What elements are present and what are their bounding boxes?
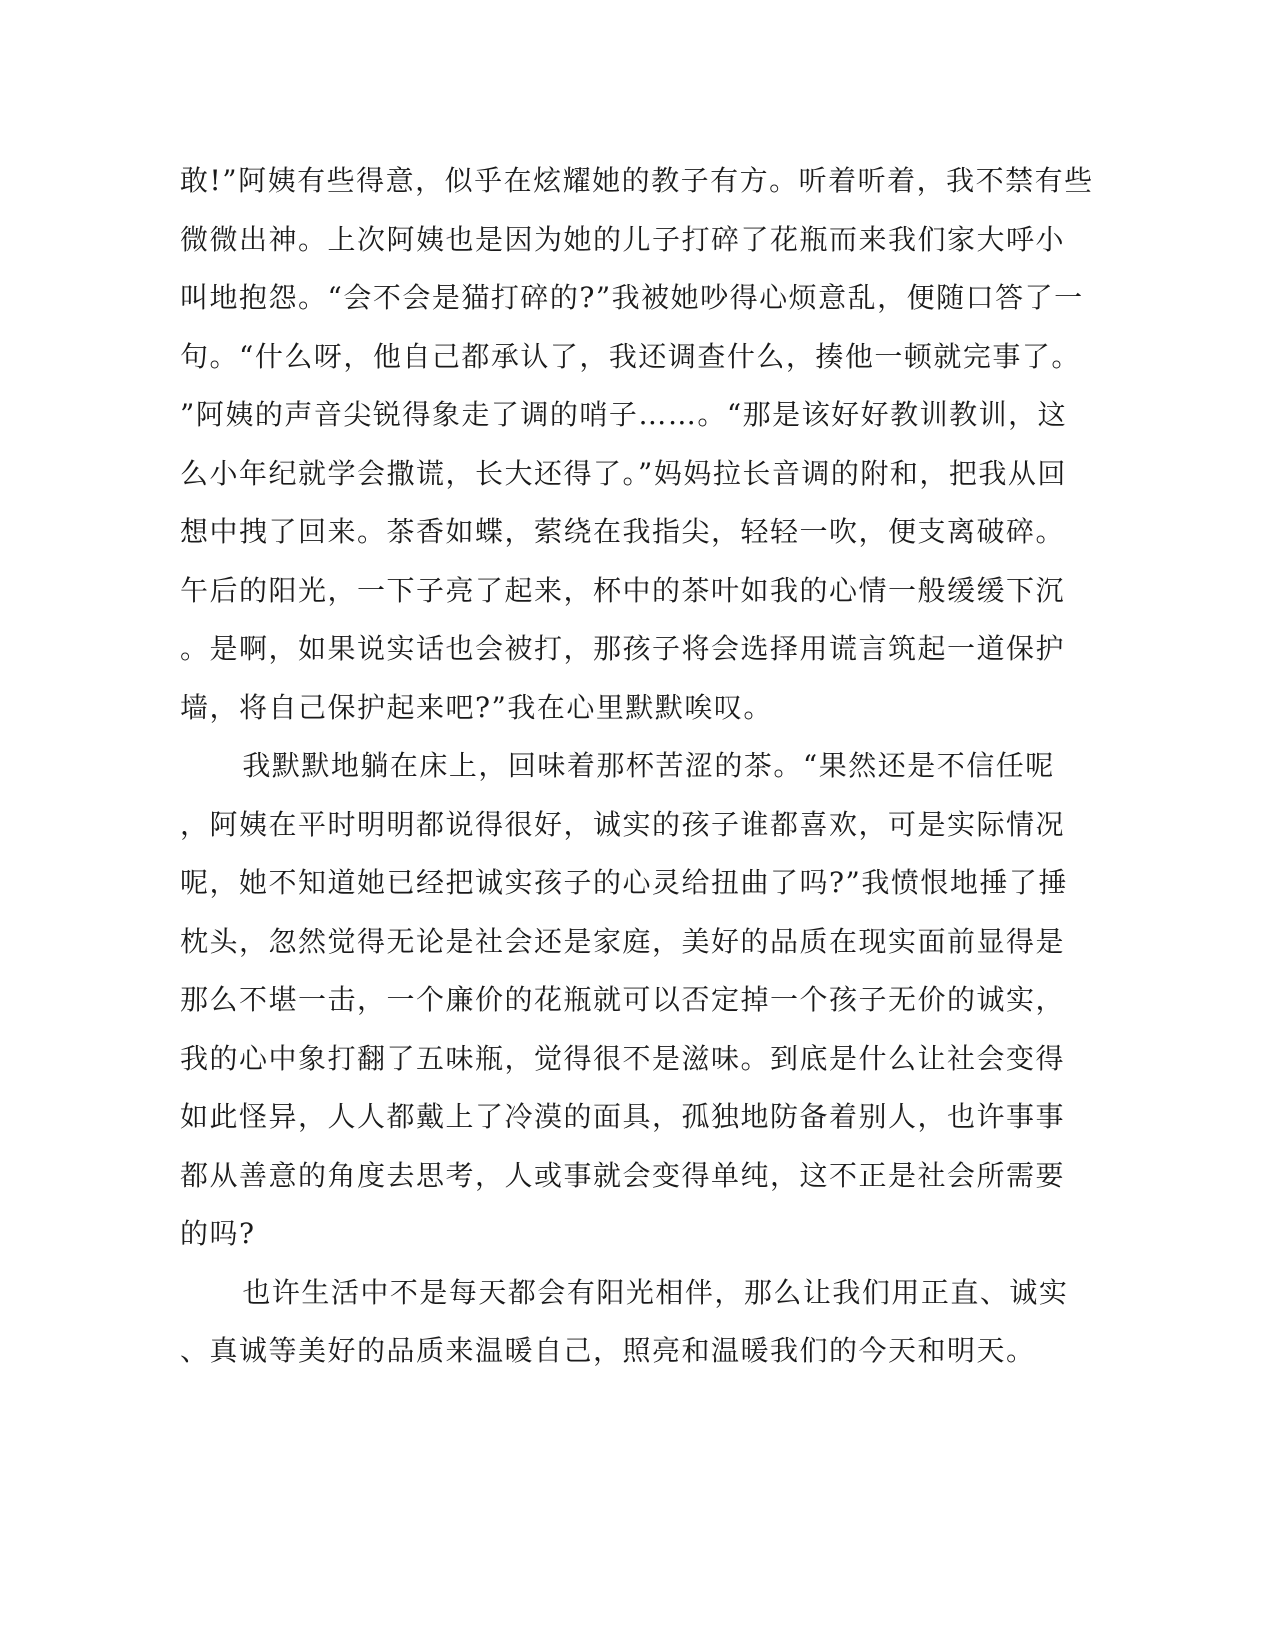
document-body <box>180 152 1094 1381</box>
text-line: 叫地抱怨。“会不会是猫打碎的?”我被她吵得心烦意乱，便随口答了一 <box>180 281 1084 314</box>
text-line: 都从善意的角度去思考，人或事就会变得单纯，这不正是社会所需要 <box>180 1158 1066 1192</box>
text-line: 如此怪异，人人都戴上了冷漠的面具，孤独地防备着别人，也许事事 <box>180 1100 1066 1133</box>
text-line: 呢，她不知道她已经把诚实孩子的心灵给扭曲了吗?”我愤恨地捶了捶 <box>180 866 1068 899</box>
text-line: 那么不堪一击，一个廉价的花瓶就可以否定掉一个孩子无价的诚实， <box>180 983 1066 1016</box>
text-line: 微微出神。上次阿姨也是因为她的儿子打碎了花瓶而来我们家大呼小 <box>180 222 1066 256</box>
text-line: 句。“什么呀，他自己都承认了，我还调查什么，揍他一顿就完事了。 <box>180 339 1081 373</box>
text-line: 墙，将自己保护起来吧?”我在心里默默唉叹。 <box>180 690 773 724</box>
text-line: ，阿姨在平时明明都说得很好，诚实的孩子谁都喜欢，可是实际情况 <box>180 807 1066 841</box>
paragraph-1 <box>180 152 1094 737</box>
paragraph-3 <box>180 1264 1069 1381</box>
text-line: 也许生活中不是每天都会有阳光相伴，那么让我们用正直、诚实 <box>180 1275 1069 1309</box>
paragraph-2 <box>180 737 1068 1264</box>
text-line: 的吗? <box>180 1217 256 1250</box>
text-line: 、真诚等美好的品质来温暖自己，照亮和温暖我们的今天和明天。 <box>180 1334 1036 1367</box>
text-line: 午后的阳光，一下子亮了起来，杯中的茶叶如我的心情一般缓缓下沉 <box>180 573 1066 607</box>
text-line: 枕头，忽然觉得无论是社会还是家庭，美好的品质在现实面前显得是 <box>180 924 1066 958</box>
text-line: 想中拽了回来。茶香如蝶，萦绕在我指尖，轻轻一吹，便支离破碎。 <box>180 515 1066 548</box>
text-line: 么小年纪就学会撒谎，长大还得了。”妈妈拉长音调的附和，把我从回 <box>180 456 1067 490</box>
text-line: 我的心中象打翻了五味瓶，觉得很不是滋味。到底是什么让社会变得 <box>180 1041 1066 1075</box>
text-line: ”阿姨的声音尖锐得象走了调的哨子……。“那是该好好教训教训，这 <box>180 398 1068 431</box>
text-line: 我默默地躺在床上，回味着那杯苦涩的茶。“果然还是不信任呢 <box>180 749 1055 782</box>
text-line: 敢!”阿姨有些得意，似乎在炫耀她的教子有方。听着听着，我不禁有些 <box>180 164 1094 197</box>
text-line: 。是啊，如果说实话也会被打，那孩子将会选择用谎言筑起一道保护 <box>180 632 1066 665</box>
